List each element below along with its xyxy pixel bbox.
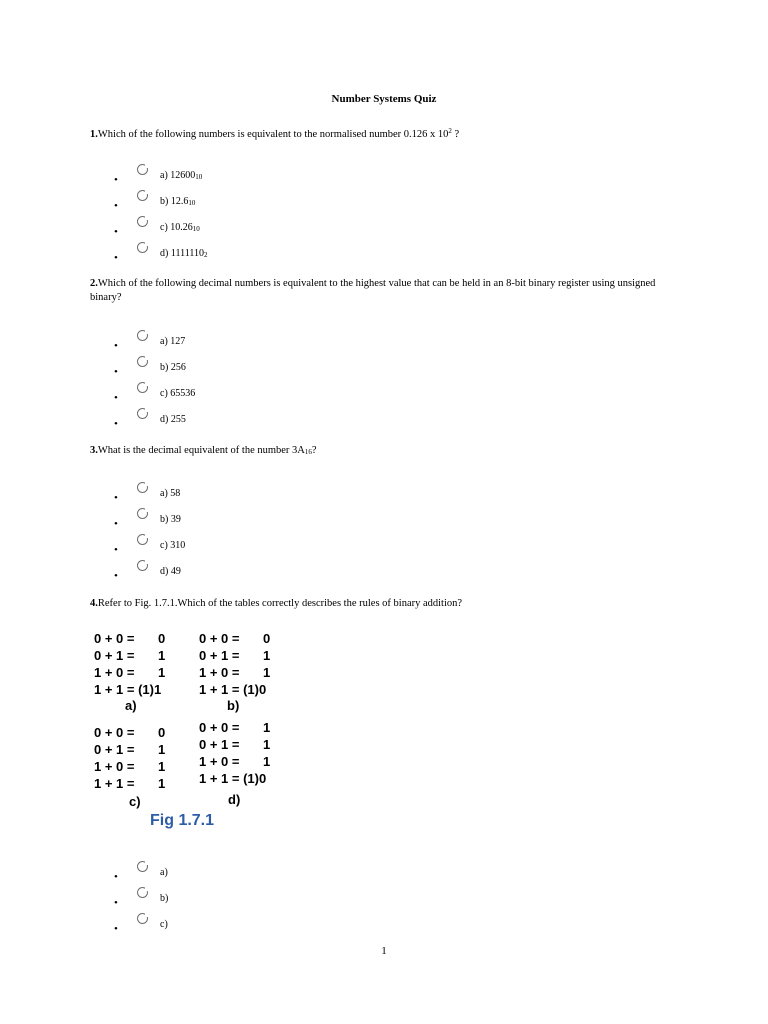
radio-button[interactable] <box>137 356 148 367</box>
option-label: c) <box>160 919 168 930</box>
question-text: Which of the following decimal numbers is equivalent to the highest value that can be held in an 8-bit binary register using unsigned binary? <box>90 278 656 303</box>
bullet: • <box>114 174 118 186</box>
radio-button[interactable] <box>137 887 148 898</box>
bullet: • <box>114 200 118 212</box>
superscript: 2 <box>448 127 452 135</box>
option-label: b) $12.6_{10}$ <box>160 196 196 207</box>
option-item <box>0 488 400 508</box>
option-item <box>0 196 400 216</box>
quiz-title: Number Systems Quiz <box>331 93 437 105</box>
option-item <box>0 222 400 242</box>
bullet: • <box>114 923 118 935</box>
option-label: a) <box>160 867 168 878</box>
option-item <box>0 514 400 534</box>
radio-button[interactable] <box>137 560 148 571</box>
option-label: d) 49 <box>160 566 181 577</box>
bullet: • <box>114 544 118 556</box>
radio-button[interactable] <box>137 216 148 227</box>
option-item <box>0 362 400 382</box>
bullet: • <box>114 392 118 404</box>
bullet: • <box>114 418 118 430</box>
bullet: • <box>114 871 118 883</box>
option-item <box>0 566 400 586</box>
option-label: c) $10.26_{10}$ <box>160 222 200 233</box>
table-label: d) <box>228 792 241 807</box>
option-item <box>0 388 400 408</box>
figure-binary-addition: 0 + 0 = 0 0 + 1 = 1 1 + 0 = 1 1 + 1 = (1)1 a) 0 + 0 = 0 0 + 1 = 1 1 + 0 = 1 1 + 1 = (1)0 b) 0 + 0 = 0 0 + 1 = 1 1 + 0 = 1 1 + 1 = 1 c) 0 + 0 = 1 0 + 1 = 1 1 + 0 = 1 1 + 1 = (1)0 d) Fig 1.7.1 <box>94 631 271 829</box>
bullet: • <box>114 252 118 264</box>
radio-button[interactable] <box>137 508 148 519</box>
figure-caption: Fig 1.7.1 <box>150 812 215 829</box>
table-label: c) <box>129 794 141 809</box>
bullet: • <box>114 897 118 909</box>
question-text: What is the decimal equivalent of the number 3A <box>97 445 305 456</box>
radio-button[interactable] <box>137 382 148 393</box>
option-item <box>0 336 400 356</box>
question-number: 2. <box>90 278 98 289</box>
radio-button[interactable] <box>137 913 148 924</box>
option-item <box>0 893 400 913</box>
radio-button[interactable] <box>137 534 148 545</box>
option-label: c) 65536 <box>160 388 196 399</box>
option-label: a) 127 <box>160 336 186 347</box>
bullet: • <box>114 492 118 504</box>
option-label: a) $12600_{10}$ <box>160 170 203 181</box>
radio-button[interactable] <box>137 164 148 175</box>
question-text-tail: ? <box>311 445 317 456</box>
bullet: • <box>114 340 118 352</box>
option-item <box>0 170 400 190</box>
option-item <box>0 919 400 939</box>
bullet: • <box>114 570 118 582</box>
option-item <box>0 248 400 268</box>
page-number: 1 <box>381 945 387 957</box>
option-label: b) <box>160 893 169 904</box>
option-label: c) 310 <box>160 540 186 551</box>
question-number: 1. <box>90 129 98 140</box>
question-text-tail: ? <box>451 129 460 140</box>
radio-button[interactable] <box>137 330 148 341</box>
option-label: b) 39 <box>160 514 181 525</box>
question-text: Refer to Fig. 1.7.1.Which of the tables correctly describes the rules of binary addition? <box>97 598 463 609</box>
question-text: Which of the following numbers is equivalent to the normalised number 0.126 x 10 <box>97 129 449 140</box>
question-number: 4. <box>90 598 98 609</box>
question-3 <box>90 444 670 459</box>
subscript: 16 <box>304 448 312 456</box>
question-1 <box>90 124 670 142</box>
radio-button[interactable] <box>137 242 148 253</box>
option-label: b) 256 <box>160 362 186 373</box>
option-item <box>0 867 400 887</box>
option-label: a) 58 <box>160 488 181 499</box>
question-2 <box>90 277 670 305</box>
radio-button[interactable] <box>137 408 148 419</box>
question-4 <box>90 597 670 611</box>
option-label: d) 255 <box>160 414 186 425</box>
bullet: • <box>114 366 118 378</box>
radio-button[interactable] <box>137 482 148 493</box>
option-item <box>0 540 400 560</box>
table-label: b) <box>227 698 240 713</box>
question-number: 3. <box>90 445 98 456</box>
radio-button[interactable] <box>137 190 148 201</box>
table-label: a) <box>125 698 137 713</box>
bullet: • <box>114 518 118 530</box>
bullet: • <box>114 226 118 238</box>
option-label: d) $1111110_2$ <box>160 248 208 259</box>
option-item <box>0 414 400 434</box>
radio-button[interactable] <box>137 861 148 872</box>
